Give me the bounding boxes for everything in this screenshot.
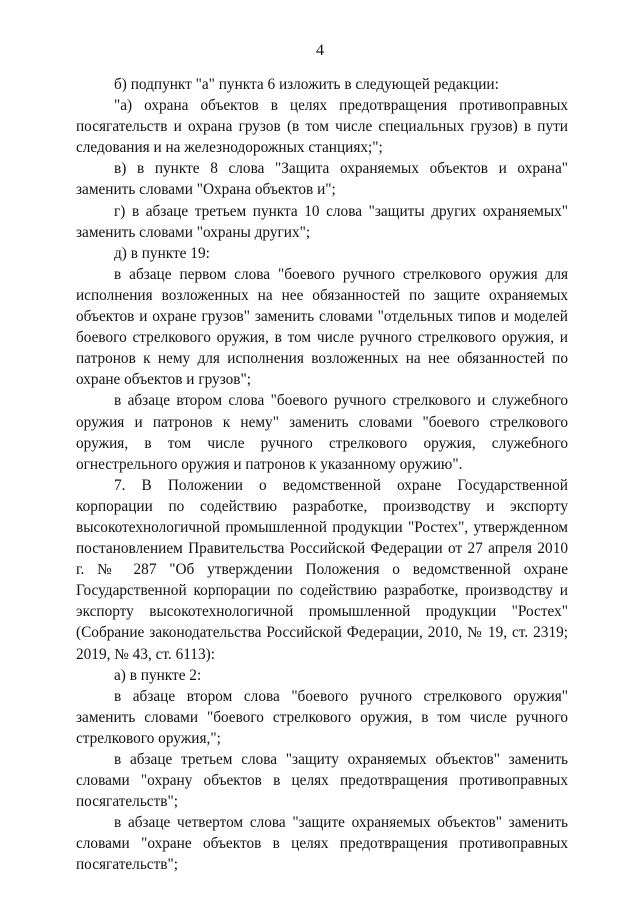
paragraph-v: в) в пункте 8 слова "Защита охраняемых объектов и охрана" заменить словами "Охрана объектов и"; [76, 160, 568, 199]
paragraph-7a-third-abzac: в абзаце третьем слова "защиту охраняемых объектов" заменить словами "охрану объектов в целях предотвращения противоправных посягательств"; [76, 751, 568, 811]
paragraph-g: г) в абзаце третьем пункта 10 слова "защиты других охраняемых" заменить словами "охраны других"; [76, 202, 568, 241]
document-body [76, 74, 568, 876]
paragraph-7a-fourth-abzac: в абзаце четвертом слова "защите охраняемых объектов" заменить словами "охране объектов в целях предотвращения противоправных посягательств"; [76, 814, 568, 874]
paragraph-d-first-abzac: в абзаце первом слова "боевого ручного стрелкового оружия для исполнения возложенных на нее обязанностей по защите охраняемых объектов и охране грузов" заменить словами "отдельных типов и моделей боевого стрелкового оружия, в том числе ручного стрелкового оружия, и патронов к нему для исполнения возложенных на нее обязанностей по охране объектов и грузов"; [76, 265, 568, 389]
paragraph-quote-a: "а) охрана объектов в целях предотвращения противоправных посягательств и охрана грузов (в том числе специальных грузов) в пути следования и на железнодорожных станциях;"; [76, 97, 568, 157]
page-number: 4 [316, 42, 324, 59]
paragraph-d: д) в пункте 19: [114, 244, 210, 262]
paragraph-b: б) подпункт "а" пункта 6 изложить в следующей редакции: [114, 76, 499, 93]
paragraph-d-second-abzac: в абзаце втором слова "боевого ручного стрелкового и служебного оружия и патронов к нему" заменить словами "боевого стрелкового оружия, в том числе ручного стрелкового оружия, служебного огнестрельного оружия и патронов к указанному оружию". [76, 392, 568, 473]
paragraph-7a-second-abzac: в абзаце втором слова "боевого ручного стрелкового оружия" заменить словами "боевого стрелкового оружия, в том числе ручного стрелкового оружия,"; [76, 687, 568, 747]
paragraph-7: 7. В Положении о ведомственной охране Государственной корпорации по содействию разработке, производству и экспорту высокотехнологичной промышленной продукции "Ростех", утвержденном постановлением Правительства Российской Федерации от 27 апреля 2010 г. № 287 "Об утверждении Положения о ведомственной охране Государственной корпорации по содействию разработке, производству и экспорту высокотехнологичной промышленной продукции "Ростех" (Собрание законодательства Российской Федерации, 2010, № 19, ст. 2319; 2019, № 43, ст. 6113): [76, 476, 568, 663]
paragraph-7a: а) в пункте 2: [114, 666, 202, 684]
